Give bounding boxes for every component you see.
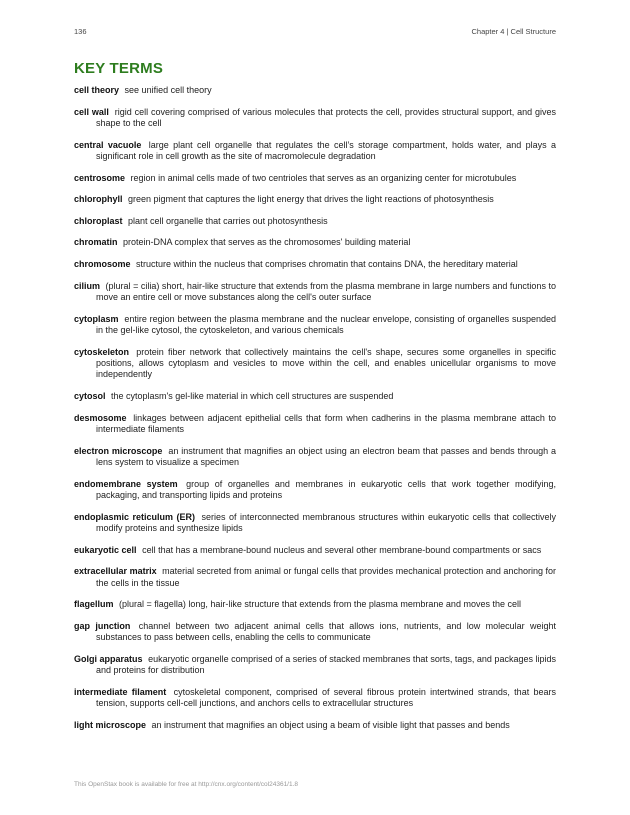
term-definition: an instrument that magnifies an object using an electron beam that passes and bends through a lens system to visualize a specimen bbox=[96, 445, 557, 467]
term-definition: the cytoplasm's gel-like material in which cell structures are suspended bbox=[111, 390, 394, 401]
key-term-entry bbox=[74, 566, 556, 589]
term-definition: (plural = cilia) short, hair-like structure that extends from the plasma membrane in large numbers and functions to move an entire cell or move substances along the cell's outer surface bbox=[96, 280, 556, 302]
page-footer: This OpenStax book is available for free at http://cnx.org/content/col24361/1.8 bbox=[74, 781, 299, 788]
term-definition: region in animal cells made of two centrioles that serves as an organizing center for microtubules bbox=[130, 172, 517, 183]
term-name: chromatin bbox=[74, 237, 118, 248]
key-term-entry bbox=[74, 654, 556, 677]
term-name: chloroplast bbox=[74, 215, 123, 226]
term-name: chlorophyll bbox=[74, 194, 123, 205]
page-header bbox=[74, 27, 556, 39]
term-name: centrosome bbox=[74, 172, 126, 183]
term-name: cytoplasm bbox=[74, 313, 119, 324]
key-term-entry bbox=[74, 446, 556, 469]
term-definition: entire region between the plasma membrane and the nuclear envelope, consisting of organelles suspended in the gel-like cytosol, the cytoskeleton, and various chemicals bbox=[96, 313, 556, 335]
key-term-entry bbox=[74, 259, 556, 270]
term-definition: green pigment that captures the light energy that drives the light reactions of photosynthesis bbox=[128, 194, 494, 205]
term-name: cilium bbox=[74, 280, 101, 291]
term-name: endomembrane system bbox=[74, 478, 178, 489]
term-definition: cell that has a membrane-bound nucleus and several other membrane-bound compartments or sacs bbox=[142, 544, 542, 555]
term-definition: linkages between adjacent epithelial cells that form when cadherins in the plasma membrane attach to intermediate filaments bbox=[96, 412, 556, 434]
term-name: chromosome bbox=[74, 258, 131, 269]
key-term-entry bbox=[74, 140, 556, 163]
key-term-entry bbox=[74, 545, 556, 556]
term-name: cytoskeleton bbox=[74, 346, 130, 357]
term-definition: protein fiber network that collectively maintains the cell's shape, secures some organelles in specific positions, allows cytoplasm and vesicles to move within the cell, and enables unicellular organisms to move independently bbox=[96, 346, 556, 380]
section-title: KEY TERMS bbox=[74, 60, 164, 77]
key-term-entry bbox=[74, 413, 556, 436]
term-name: cytosol bbox=[74, 390, 106, 401]
term-name: flagellum bbox=[74, 599, 114, 610]
key-term-entry bbox=[74, 391, 556, 402]
key-term-entry bbox=[74, 281, 556, 304]
key-term-entry bbox=[74, 720, 556, 731]
key-term-entry bbox=[74, 314, 556, 337]
key-term-entry bbox=[74, 687, 556, 710]
term-name: desmosome bbox=[74, 412, 127, 423]
key-term-entry bbox=[74, 85, 556, 96]
term-name: central vacuole bbox=[74, 139, 142, 150]
key-term-entry bbox=[74, 216, 556, 227]
term-definition: channel between two adjacent animal cells that allows ions, nutrients, and low molecular weight substances to pass between cells, enabling the cells to communicate bbox=[96, 620, 556, 643]
term-definition: rigid cell covering comprised of various molecules that protects the cell, provides structural support, and gives shape to the cell bbox=[96, 106, 556, 128]
term-name: Golgi apparatus bbox=[74, 653, 143, 664]
chapter-title: Chapter 4 | Cell Structure bbox=[471, 27, 556, 36]
page-number: 136 bbox=[74, 27, 87, 36]
key-term-entry bbox=[74, 107, 556, 130]
term-name: cell theory bbox=[74, 85, 120, 95]
term-definition: series of interconnected membranous structures within eukaryotic cells that collectively modify proteins and synthesize lipids bbox=[96, 511, 556, 533]
key-term-entry bbox=[74, 194, 556, 205]
key-term-entry bbox=[74, 512, 556, 535]
key-term-entry bbox=[74, 479, 556, 502]
term-definition: an instrument that magnifies an object using a beam of visible light that passes and bends bbox=[151, 719, 510, 730]
term-definition: structure within the nucleus that comprises chromatin that contains DNA, the hereditary material bbox=[136, 258, 518, 269]
term-name: gap junction bbox=[74, 620, 131, 631]
term-definition: large plant cell organelle that regulates the cell’s storage compartment, holds water, and plays a significant role in cell growth as the site of macromolecule degradation bbox=[96, 139, 556, 161]
key-term-entry bbox=[74, 173, 556, 184]
key-terms-list bbox=[74, 85, 556, 741]
key-term-entry bbox=[74, 621, 556, 644]
term-definition: protein-DNA complex that serves as the chromosomes' building material bbox=[123, 237, 411, 248]
term-name: endoplasmic reticulum (ER) bbox=[74, 511, 195, 522]
term-definition: see unified cell theory bbox=[124, 85, 212, 95]
key-term-entry bbox=[74, 347, 556, 381]
key-term-entry bbox=[74, 237, 556, 248]
term-definition: cytoskeletal component, comprised of several fibrous protein intertwined strands, that bears tension, supports cell-cell junctions, and anchors cells to extracellular structures bbox=[96, 686, 556, 709]
term-definition: plant cell organelle that carries out photosynthesis bbox=[128, 215, 328, 226]
term-name: extracellular matrix bbox=[74, 566, 157, 577]
term-name: intermediate filament bbox=[74, 686, 167, 697]
term-name: eukaryotic cell bbox=[74, 544, 137, 555]
key-term-entry bbox=[74, 599, 556, 610]
term-name: electron microscope bbox=[74, 445, 163, 456]
term-name: cell wall bbox=[74, 106, 109, 117]
term-definition: group of organelles and membranes in eukaryotic cells that work together modifying, packaging, and transporting lipids and proteins bbox=[96, 478, 556, 500]
term-definition: eukaryotic organelle comprised of a series of stacked membranes that sorts, tags, and packages lipids and proteins for distribution bbox=[96, 653, 556, 676]
term-definition: material secreted from animal or fungal cells that provides mechanical protection and anchoring for the cells in the tissue bbox=[96, 566, 557, 588]
term-name: light microscope bbox=[74, 719, 147, 730]
term-definition: (plural = flagella) long, hair-like structure that extends from the plasma membrane and moves the cell bbox=[119, 599, 521, 610]
